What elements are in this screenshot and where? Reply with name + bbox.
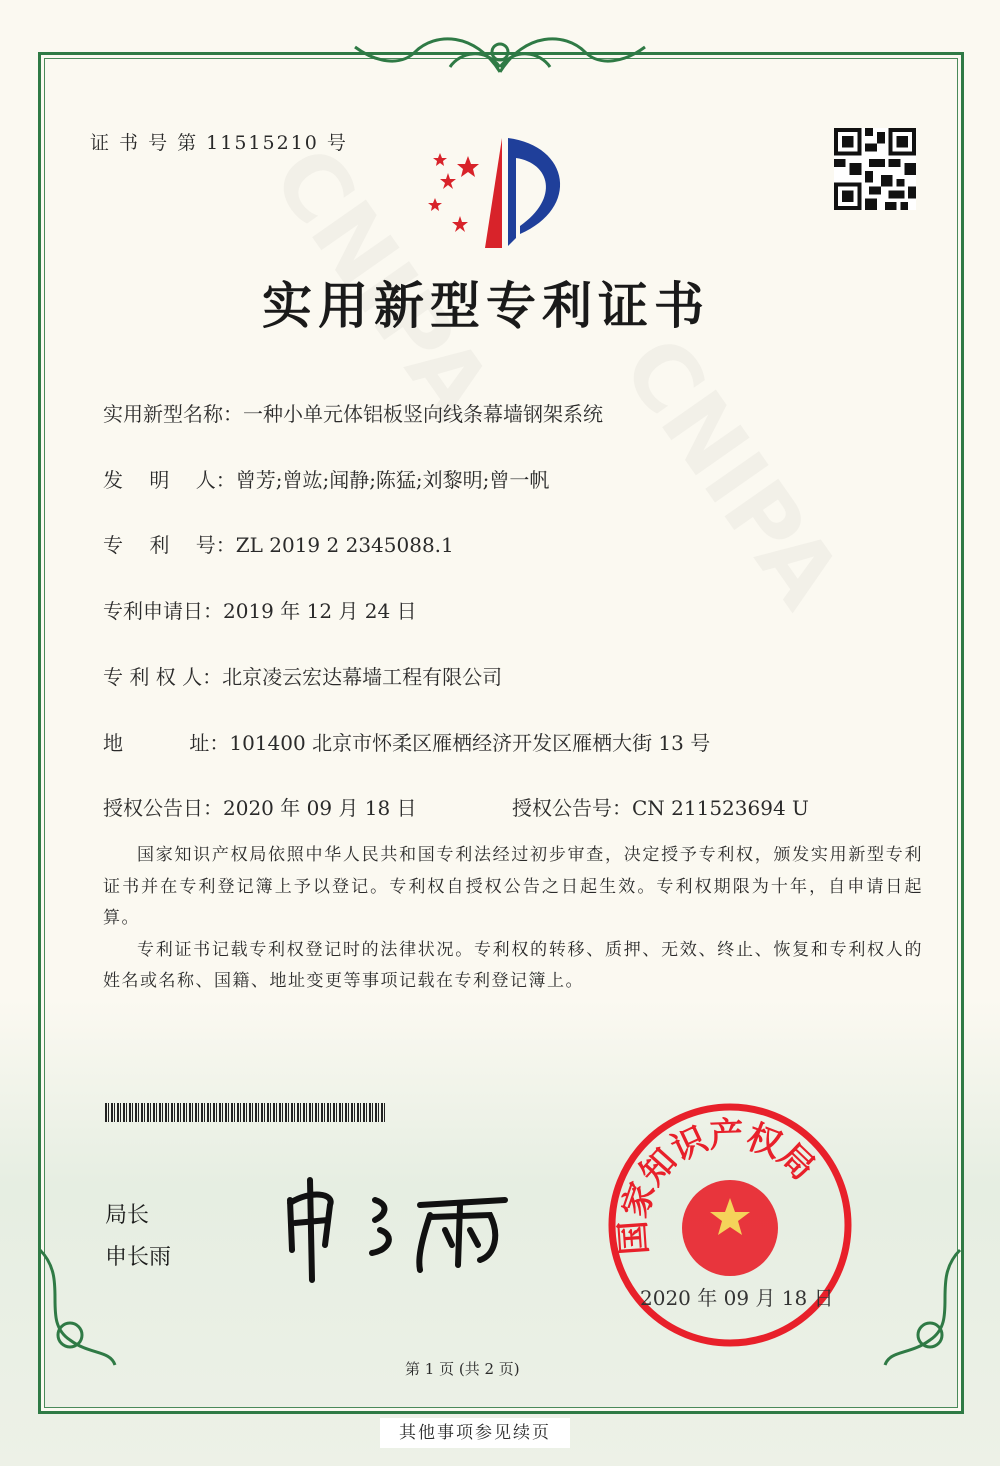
field-inventors: 发 明 人：曾芳;曾竑;闻静;陈猛;刘黎明;曾一帆	[103, 468, 550, 492]
field-address: 地 址：101400 北京市怀柔区雁栖经济开发区雁栖大街 13 号	[103, 731, 711, 755]
paragraph: 国家知识产权局依照中华人民共和国专利法经过初步审查，决定授予专利权，颁发实用新型专利证书并在专利登记簿上予以登记。专利权自授权公告之日起生效。专利权期限为十年，自申请日起算。	[103, 845, 923, 928]
field-announcement-number: 授权公告号：CN 211523694 U	[512, 796, 809, 820]
field-patentee: 专 利 权 人：北京凌云宏达幕墙工程有限公司	[103, 665, 503, 689]
field-grant-date: 授权公告日：2020 年 09 月 18 日	[103, 796, 417, 820]
signature-icon	[280, 1175, 515, 1285]
corner-ornament-icon	[880, 1240, 970, 1370]
field-application-date: 专利申请日：2019 年 12 月 24 日	[103, 599, 417, 623]
document-title: 实用新型专利证书	[262, 276, 710, 335]
director-name: 申长雨	[105, 1245, 172, 1270]
director-title: 局长	[105, 1203, 150, 1228]
cnipa-logo-icon	[420, 128, 590, 253]
paragraph: 专利证书记载专利权登记时的法律状况。专利权的转移、质押、无效、终止、恢复和专利权人的姓名或名称、国籍、地址变更等事项记载在专利登记簿上。	[103, 939, 923, 991]
field-utility-model-name: 实用新型名称：一种小单元体铝板竖向线条幕墙钢架系统	[103, 402, 603, 426]
top-ornament-icon	[345, 22, 655, 82]
certificate-body-text	[103, 840, 923, 998]
field-patent-number: 专 利 号：ZL 2019 2 2345088.1	[103, 533, 454, 557]
barcode	[105, 1103, 385, 1122]
seal-date: 2020 年 09 月 18 日	[640, 1286, 834, 1310]
seal-text: 国家知识产权局	[613, 1114, 823, 1257]
continued-note: 其他事项参见续页	[380, 1418, 570, 1448]
qr-code	[834, 128, 916, 210]
certificate-number: 证 书 号 第 11515210 号	[90, 132, 348, 154]
official-seal	[605, 1100, 855, 1350]
page-indicator: 第 1 页 (共 2 页)	[405, 1360, 520, 1378]
